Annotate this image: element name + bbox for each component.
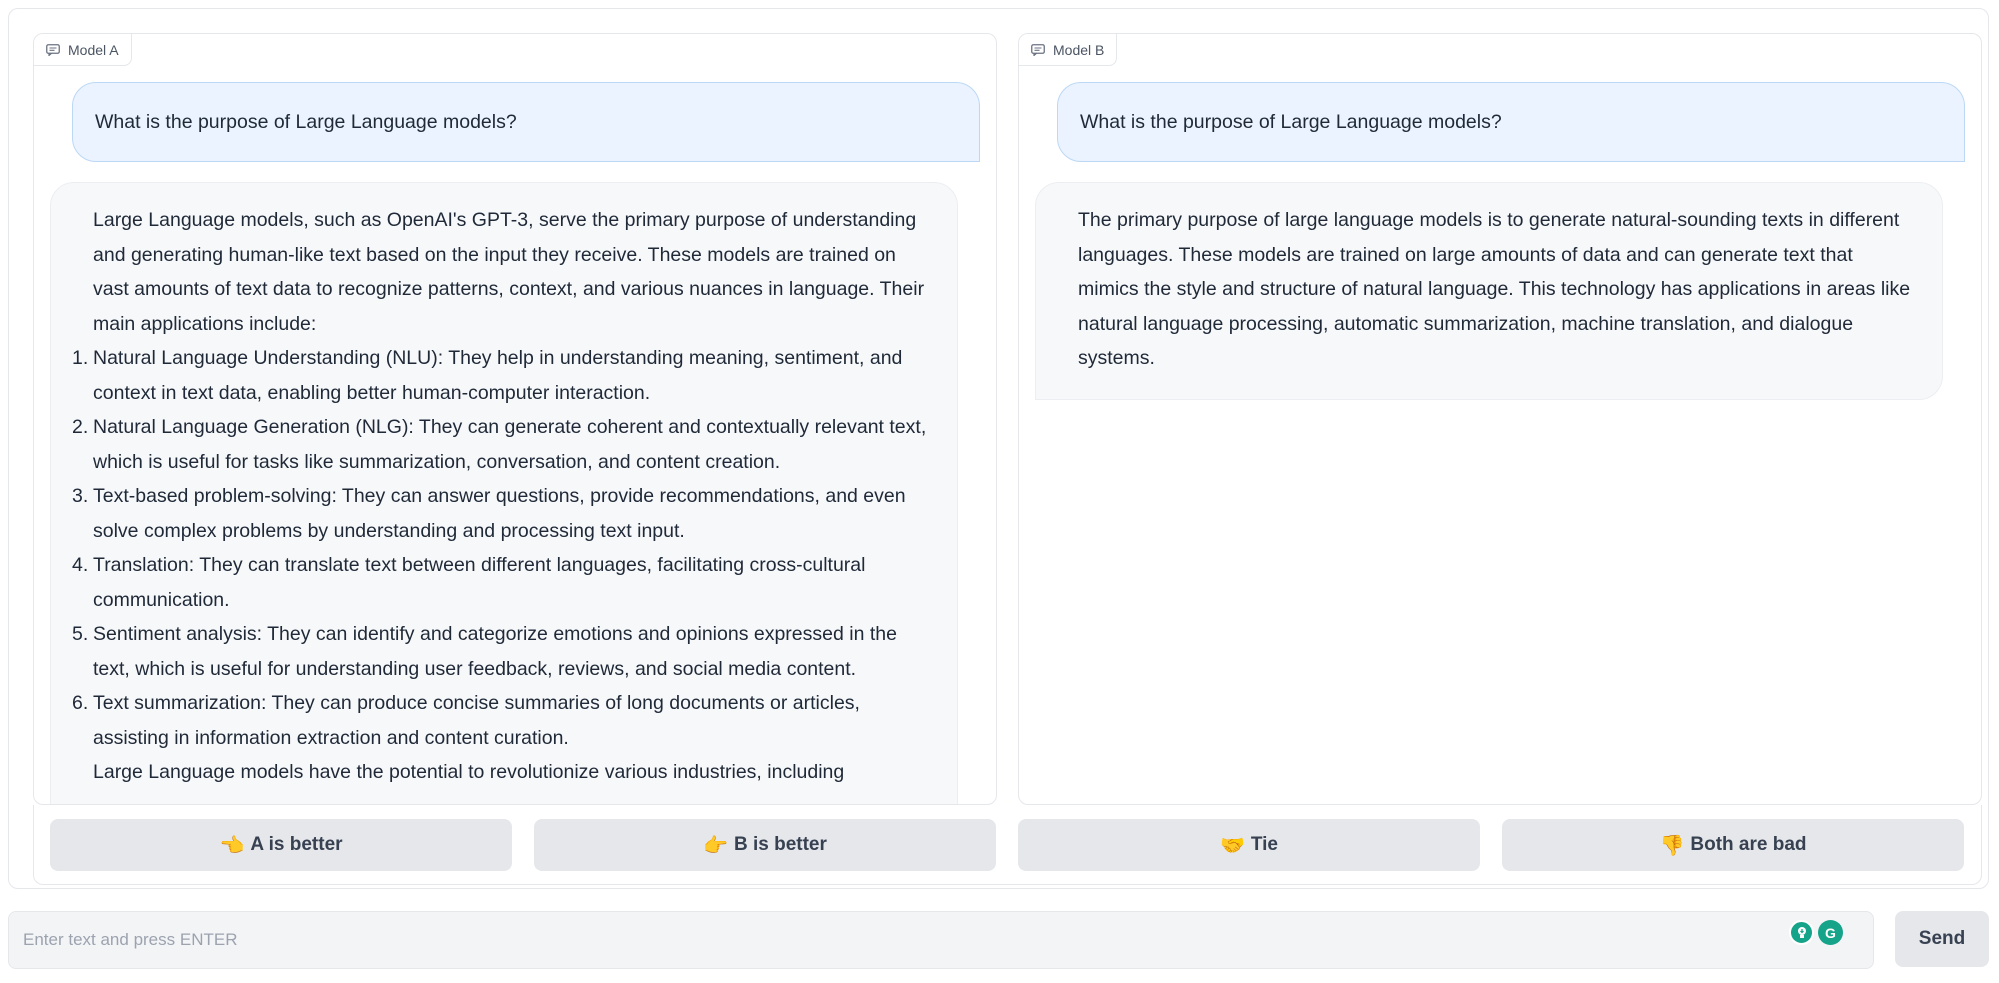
- list-item-text: Translation: They can translate text between different languages, facilitating cross-cultural communication.: [93, 554, 866, 611]
- b-is-better-label: B is better: [733, 834, 827, 855]
- list-item-text: Sentiment analysis: They can identify and categorize emotions and opinions expressed in the text, which is useful for understanding user feedback, reviews, and social media content.: [93, 623, 897, 680]
- grammarly-letter: G: [1825, 924, 1836, 941]
- grammarly-icon[interactable]: [1818, 920, 1843, 945]
- list-item-text: Natural Language Generation (NLG): They can generate coherent and contextually relevant text, which is useful for tasks like summarization, conversation, and content creation.: [93, 416, 927, 473]
- message-input[interactable]: [9, 912, 1873, 968]
- both-are-bad-label: Both are bad: [1690, 834, 1807, 855]
- list-item-text: Natural Language Understanding (NLU): They help in understanding meaning, sentiment, and context in text data, enabling better human-computer interaction.: [93, 347, 903, 404]
- list-item: [72, 617, 933, 686]
- list-item: [72, 479, 933, 548]
- list-item-number: 6.: [72, 692, 89, 714]
- send-button[interactable]: Send: [1895, 911, 1989, 967]
- extension-icons: [1789, 920, 1843, 945]
- b-is-better-button[interactable]: [534, 819, 996, 871]
- model-b-label: [1019, 34, 1117, 66]
- handshake-icon: 🤝: [1219, 833, 1245, 857]
- message-input-container: [8, 911, 1874, 969]
- list-item-number: 3.: [72, 485, 89, 507]
- arena-container: [8, 8, 1989, 889]
- list-item-text: Text-based problem-solving: They can answer questions, provide recommendations, and even solve complex problems by understanding and processing text input.: [93, 485, 906, 542]
- list-item: [72, 341, 933, 410]
- tie-button[interactable]: [1018, 819, 1480, 871]
- user-message: [1057, 82, 1965, 162]
- list-item: [72, 548, 933, 617]
- response-outro: Large Language models have the potential to revolutionize various industries, including: [93, 761, 845, 783]
- chatbot-model-a[interactable]: [33, 33, 997, 805]
- list-item-number: 2.: [72, 416, 89, 438]
- a-is-better-label: A is better: [250, 834, 343, 855]
- list-item: [72, 686, 933, 755]
- vote-button-row: [33, 805, 1982, 885]
- a-is-better-button[interactable]: [50, 819, 512, 871]
- point-left-icon: 👈: [219, 833, 245, 857]
- model-b-label-text: Model B: [1053, 41, 1105, 58]
- response-text: The primary purpose of large language models is to generate natural-sounding texts in different languages. These models are trained on large amounts of data and can generate text that mimics the style and structure of natural language. This technology has applications in areas like natural language processing, automatic summarization, machine translation, and dialogue systems.: [1078, 209, 1911, 369]
- list-item-number: 4.: [72, 554, 89, 576]
- both-are-bad-button[interactable]: [1502, 819, 1964, 871]
- user-message-text: What is the purpose of Large Language models?: [1080, 110, 1502, 133]
- chat-icon: [46, 44, 60, 56]
- list-item-number: 5.: [72, 623, 89, 645]
- bot-message: [50, 182, 958, 805]
- tie-label: Tie: [1250, 834, 1278, 855]
- list-item-number: 1.: [72, 347, 89, 369]
- list-item-text: Text summarization: They can produce concise summaries of long documents or articles, assisting in information extraction and content curation.: [93, 692, 860, 749]
- model-a-label: [34, 34, 132, 66]
- lightbulb-icon[interactable]: [1789, 920, 1814, 945]
- point-right-icon: 👉: [703, 833, 728, 857]
- user-message: [72, 82, 980, 162]
- response-intro: Large Language models, such as OpenAI's GPT-3, serve the primary purpose of understanding and generating human-like text based on the input they receive. These models are trained on vast amounts of text data to recognize patterns, context, and various nuances in language. Their main applications include:: [93, 209, 925, 335]
- bot-message: [1035, 182, 1943, 400]
- user-message-text: What is the purpose of Large Language models?: [95, 110, 517, 133]
- chat-icon: [1031, 44, 1045, 56]
- chatbot-model-b[interactable]: [1018, 33, 1982, 805]
- thumbs-down-icon: 👎: [1659, 833, 1685, 857]
- model-a-label-text: Model A: [68, 41, 119, 58]
- response-list: [72, 341, 933, 755]
- list-item: [72, 410, 933, 479]
